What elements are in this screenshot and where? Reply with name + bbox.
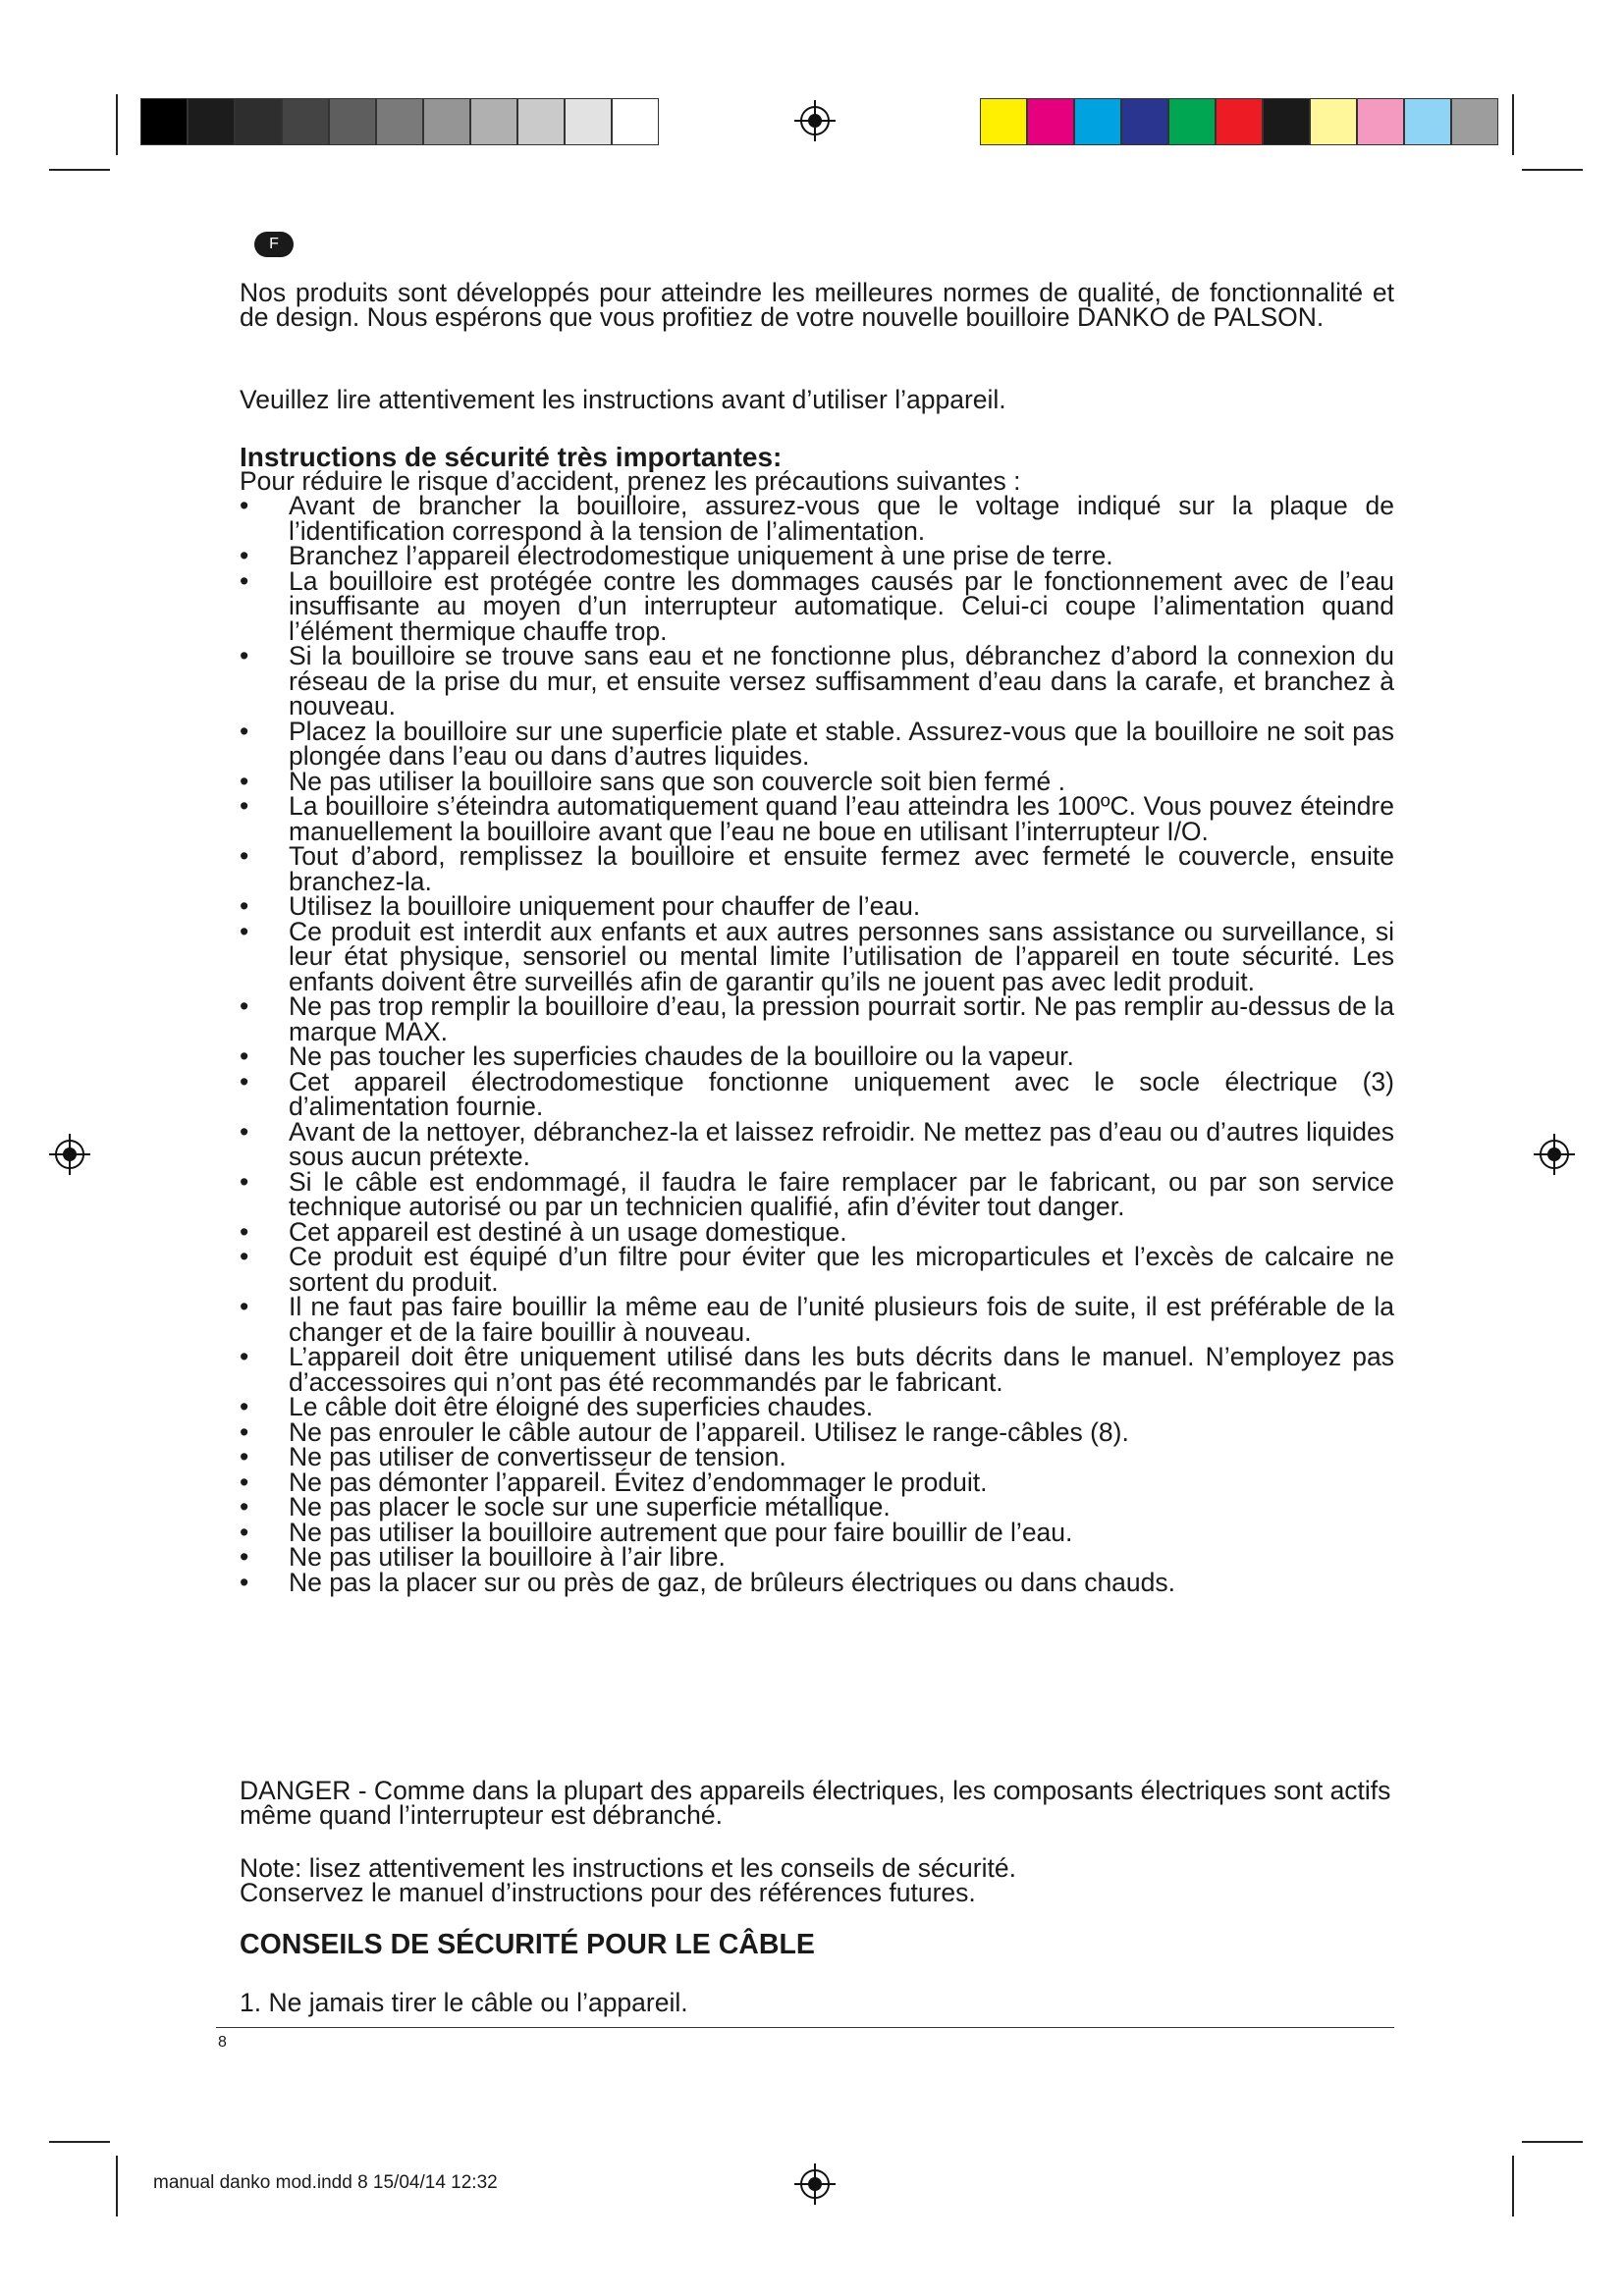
list-item: • Ne pas démonter l’appareil. Évitez d’endommager le produit. bbox=[240, 1470, 1394, 1496]
list-item: • Il ne faut pas faire bouillir la même eau de l’unité plusieurs fois de suite, il est préférable de la changer et de la faire bouillir à nouveau. bbox=[240, 1295, 1394, 1345]
page-number: 8 bbox=[218, 2034, 227, 2051]
registration-mark-icon bbox=[1534, 1134, 1575, 1175]
color-swatch bbox=[140, 98, 188, 145]
color-swatch bbox=[1027, 98, 1074, 145]
list-item: • Si la bouilloire se trouve sans eau et ne fonctionne plus, débranchez d’abord la connexion du réseau de la prise du mur, et ensuite versez suffisamment d’eau dans la carafe, et branchez à nouveau. bbox=[240, 644, 1394, 720]
crop-mark-top-left-h bbox=[49, 169, 110, 171]
cable-safety-heading: CONSEILS DE SÉCURITÉ POUR LE CÂBLE bbox=[240, 1929, 815, 1960]
color-swatch bbox=[1168, 98, 1216, 145]
safety-preamble: Pour réduire le risque d’accident, prenez les précautions suivantes : bbox=[240, 466, 1021, 496]
color-swatch bbox=[1357, 98, 1404, 145]
list-item: • Placez la bouilloire sur une superficie plate et stable. Assurez-vous que la bouilloire ne soit pas plongée dans l’eau ou dans d’autres liquides. bbox=[240, 720, 1394, 770]
list-item: • Tout d’abord, remplissez la bouilloire et ensuite fermez avec fermeté le couvercle, ensuite branchez-la. bbox=[240, 844, 1394, 894]
color-swatch bbox=[980, 98, 1027, 145]
color-swatch bbox=[1310, 98, 1357, 145]
color-swatch bbox=[517, 98, 565, 145]
list-item: • Ne pas utiliser la bouilloire autrement que pour faire bouillir de l’eau. bbox=[240, 1521, 1394, 1546]
color-swatch bbox=[329, 98, 376, 145]
color-swatch bbox=[1121, 98, 1168, 145]
list-item: • Ne pas toucher les superficies chaudes de la bouilloire ou la vapeur. bbox=[240, 1044, 1394, 1070]
footer-divider bbox=[216, 2027, 1394, 2028]
crop-mark-bottom-left-h bbox=[49, 2141, 110, 2143]
registration-mark-icon bbox=[794, 100, 836, 141]
list-item: • La bouilloire s’éteindra automatiquement quand l’eau atteindra les 100ºC. Vous pouvez éteindre manuellement la bouilloire avant que l’eau ne boue en utilisant l’interrupteur I/O. bbox=[240, 794, 1394, 844]
safety-list bbox=[240, 491, 1394, 1597]
note-line: Note: lisez attentivement les instructions et les conseils de sécurité. bbox=[240, 1853, 1016, 1883]
registration-mark-icon bbox=[49, 1134, 90, 1175]
list-item: • L’appareil doit être uniquement utilisé dans les buts décrits dans le manuel. N’employez pas d’accessoires qui n’ont pas été recommandés par le fabricant. bbox=[240, 1345, 1394, 1395]
note-line: Conservez le manuel d’instructions pour des références futures. bbox=[240, 1878, 976, 1907]
list-item: • Utilisez la bouilloire uniquement pour chauffer de l’eau. bbox=[240, 894, 1394, 920]
crop-mark-bottom-right-h bbox=[1522, 2141, 1583, 2143]
color-swatch bbox=[1451, 98, 1498, 145]
crop-mark-bottom-left-v bbox=[116, 2156, 118, 2216]
list-item: • Ne pas utiliser la bouilloire sans que son couvercle soit bien fermé . bbox=[240, 770, 1394, 795]
list-item: • Ne pas utiliser la bouilloire à l’air libre. bbox=[240, 1545, 1394, 1571]
color-swatch bbox=[423, 98, 470, 145]
list-item: • Ne pas utiliser de convertisseur de tension. bbox=[240, 1445, 1394, 1470]
read-instructions-line: Veuillez lire attentivement les instructions avant d’utiliser l’appareil. bbox=[240, 385, 1006, 414]
color-swatch bbox=[235, 98, 282, 145]
color-swatch bbox=[1263, 98, 1310, 145]
list-item: • Avant de brancher la bouilloire, assurez-vous que le voltage indiqué sur la plaque de l’identification correspond à la tension de l’alimentation. bbox=[240, 494, 1394, 544]
color-swatch bbox=[1404, 98, 1451, 145]
danger-paragraph: DANGER - Comme dans la plupart des appareils électriques, les composants électriques sont actifs même quand l’interrupteur est débranché. bbox=[240, 1776, 1391, 1830]
color-swatch bbox=[470, 98, 517, 145]
list-item: • Cet appareil électrodomestique fonctionne uniquement avec le socle électrique (3) d’alimentation fournie. bbox=[240, 1070, 1394, 1120]
color-swatch bbox=[376, 98, 423, 145]
list-item: • Ne pas enrouler le câble autour de l’appareil. Utilisez le range-câbles (8). bbox=[240, 1420, 1394, 1446]
list-item: • Cet appareil est destiné à un usage domestique. bbox=[240, 1220, 1394, 1246]
color-swatch bbox=[188, 98, 235, 145]
list-item: • Si le câble est endommagé, il faudra le faire remplacer par le fabricant, ou par son service technique autorisé ou par un technicien qualifié, afin d’éviter tout danger. bbox=[240, 1170, 1394, 1220]
crop-mark-top-right-h bbox=[1522, 169, 1583, 171]
color-swatch bbox=[282, 98, 329, 145]
crop-mark-bottom-right-v bbox=[1512, 2156, 1514, 2216]
crop-mark-top-left-v bbox=[116, 94, 118, 155]
list-item: • La bouilloire est protégée contre les dommages causés par le fonctionnement avec de l’eau insuffisante au moyen d’un interrupteur automatique. Celui-ci coupe l’alimentation quand l’élément thermique chauffe trop. bbox=[240, 569, 1394, 645]
safety-heading: Instructions de sécurité très importantes: bbox=[240, 442, 783, 472]
color-swatch bbox=[612, 98, 659, 145]
color-swatch bbox=[1216, 98, 1263, 145]
registration-mark-icon bbox=[794, 2163, 836, 2205]
print-slug: manual danko mod.indd 8 15/04/14 12:32 bbox=[153, 2172, 498, 2193]
color-swatch bbox=[1074, 98, 1121, 145]
color-swatch bbox=[565, 98, 612, 145]
list-item: • Ne pas la placer sur ou près de gaz, de brûleurs électriques ou dans chauds. bbox=[240, 1571, 1624, 1596]
cable-safety-item: 1. Ne jamais tirer le câble ou l’appareil. bbox=[240, 1988, 688, 2017]
list-item: • Le câble doit être éloigné des superficies chaudes. bbox=[240, 1395, 1394, 1420]
note-block bbox=[240, 1853, 1394, 1907]
list-item: • Ce produit est interdit aux enfants et aux autres personnes sans assistance ou surveillance, si leur état physique, sensoriel ou mental limite l’utilisation de l’appareil en toute sécurité. Les enfants doivent être surveillés afin de garantir qu’ils ne jouent pas avec ledit produit. bbox=[240, 920, 1394, 995]
crop-mark-top-right-v bbox=[1512, 94, 1514, 155]
language-badge: F bbox=[254, 232, 294, 257]
intro-paragraph: Nos produits sont développés pour atteindre les meilleures normes de qualité, de fonctionnalité et de design. Nous espérons que vous profitiez de votre nouvelle bouilloire DANKO de PALSON. bbox=[240, 278, 1394, 332]
list-item: • Ce produit est équipé d’un filtre pour éviter que les microparticules et l’excès de calcaire ne sortent du produit. bbox=[240, 1245, 1394, 1295]
list-item: • Ne pas trop remplir la bouilloire d’eau, la pression pourrait sortir. Ne pas remplir au-dessus de la marque MAX. bbox=[240, 994, 1394, 1044]
list-item: • Branchez l’appareil électrodomestique uniquement à une prise de terre. bbox=[240, 544, 1394, 569]
list-item: • Ne pas placer le socle sur une superficie métallique. bbox=[240, 1495, 1394, 1521]
list-item: • Avant de la nettoyer, débranchez-la et laissez refroidir. Ne mettez pas d’eau ou d’autres liquides sous aucun prétexte. bbox=[240, 1120, 1394, 1170]
